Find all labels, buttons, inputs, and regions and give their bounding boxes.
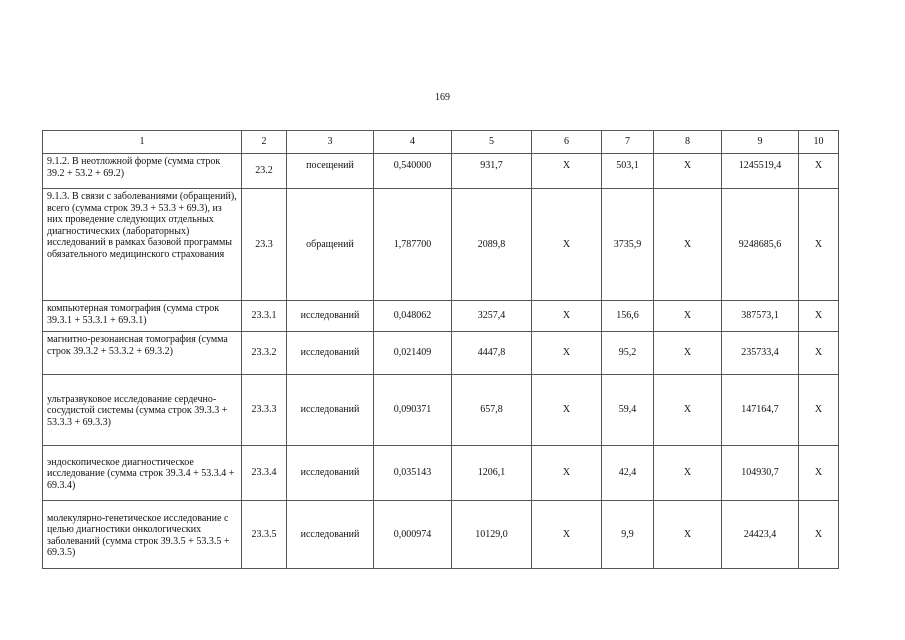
row-norm: 0,090371 <box>374 375 452 446</box>
row-norm: 0,035143 <box>374 446 452 501</box>
table-row <box>43 375 839 446</box>
row-col10: X <box>799 375 839 446</box>
table-row <box>43 501 839 569</box>
row-norm: 0,000974 <box>374 501 452 569</box>
column-header: 3 <box>287 131 374 154</box>
row-name: 9.1.3. В связи с заболеваниями (обращений), всего (сумма строк 39.3 + 53.3 + 69.3), из них проведение следующих отдельных диагностических (лабораторных) исследований в рамках базовой программы обязательного медицинского страхования <box>43 189 242 301</box>
row-col8: X <box>654 501 722 569</box>
row-code: 23.3.4 <box>242 446 287 501</box>
column-header: 2 <box>242 131 287 154</box>
column-header: 7 <box>602 131 654 154</box>
row-unit: исследований <box>287 332 374 375</box>
row-code: 23.3.3 <box>242 375 287 446</box>
column-header: 5 <box>452 131 532 154</box>
row-col10: X <box>799 154 839 189</box>
table-row <box>43 301 839 332</box>
row-col9: 9248685,6 <box>722 189 799 301</box>
row-col8: X <box>654 375 722 446</box>
row-unit: исследований <box>287 375 374 446</box>
row-name: 9.1.2. В неотложной форме (сумма строк 39.2 + 53.2 + 69.2) <box>43 154 242 189</box>
table-row <box>43 332 839 375</box>
row-col10: X <box>799 446 839 501</box>
row-col7: 3735,9 <box>602 189 654 301</box>
row-code: 23.2 <box>242 154 287 189</box>
row-norm: 1,787700 <box>374 189 452 301</box>
row-col7: 156,6 <box>602 301 654 332</box>
row-col7: 59,4 <box>602 375 654 446</box>
row-col8: X <box>654 189 722 301</box>
row-col9: 387573,1 <box>722 301 799 332</box>
row-unit: посещений <box>287 154 374 189</box>
page-number: 169 <box>435 92 450 103</box>
row-cost: 2089,8 <box>452 189 532 301</box>
row-name: молекулярно-генетическое исследование с целью диагностики онкологических заболеваний (сумма строк 39.3.5 + 53.3.5 + 69.3.5) <box>43 501 242 569</box>
row-code: 23.3.1 <box>242 301 287 332</box>
header-row <box>43 131 839 154</box>
row-col6: X <box>532 332 602 375</box>
column-header: 6 <box>532 131 602 154</box>
row-cost: 3257,4 <box>452 301 532 332</box>
row-name: компьютерная томография (сумма строк 39.3.1 + 53.3.1 + 69.3.1) <box>43 301 242 332</box>
row-col9: 104930,7 <box>722 446 799 501</box>
row-col10: X <box>799 301 839 332</box>
row-col6: X <box>532 375 602 446</box>
row-col9: 235733,4 <box>722 332 799 375</box>
row-code: 23.3 <box>242 189 287 301</box>
column-header: 1 <box>43 131 242 154</box>
row-name: ультразвуковое исследование сердечно-сосудистой системы (сумма строк 39.3.3 + 53.3.3 + 69.3.3) <box>43 375 242 446</box>
row-name: магнитно-резонансная томография (сумма строк 39.3.2 + 53.3.2 + 69.3.2) <box>43 332 242 375</box>
row-col6: X <box>532 501 602 569</box>
row-col8: X <box>654 332 722 375</box>
row-unit: исследований <box>287 446 374 501</box>
row-norm: 0,540000 <box>374 154 452 189</box>
row-col9: 147164,7 <box>722 375 799 446</box>
row-cost: 657,8 <box>452 375 532 446</box>
row-col6: X <box>532 301 602 332</box>
row-norm: 0,048062 <box>374 301 452 332</box>
column-header: 8 <box>654 131 722 154</box>
row-col10: X <box>799 189 839 301</box>
row-norm: 0,021409 <box>374 332 452 375</box>
column-header: 9 <box>722 131 799 154</box>
row-cost: 10129,0 <box>452 501 532 569</box>
row-col6: X <box>532 446 602 501</box>
row-col6: X <box>532 189 602 301</box>
row-cost: 1206,1 <box>452 446 532 501</box>
column-header: 4 <box>374 131 452 154</box>
row-col9: 1245519,4 <box>722 154 799 189</box>
row-col7: 503,1 <box>602 154 654 189</box>
row-col9: 24423,4 <box>722 501 799 569</box>
row-code: 23.3.2 <box>242 332 287 375</box>
row-col7: 9,9 <box>602 501 654 569</box>
table-row <box>43 446 839 501</box>
table-row <box>43 154 839 189</box>
column-header: 10 <box>799 131 839 154</box>
row-cost: 931,7 <box>452 154 532 189</box>
row-code: 23.3.5 <box>242 501 287 569</box>
row-col8: X <box>654 301 722 332</box>
table-row <box>43 189 839 301</box>
row-unit: исследований <box>287 301 374 332</box>
row-col10: X <box>799 501 839 569</box>
data-table <box>42 130 839 569</box>
row-unit: обращений <box>287 189 374 301</box>
row-col10: X <box>799 332 839 375</box>
row-cost: 4447,8 <box>452 332 532 375</box>
row-name: эндоскопическое диагностическое исследование (сумма строк 39.3.4 + 53.3.4 + 69.3.4) <box>43 446 242 501</box>
row-col7: 95,2 <box>602 332 654 375</box>
row-col7: 42,4 <box>602 446 654 501</box>
row-unit: исследований <box>287 501 374 569</box>
row-col8: X <box>654 446 722 501</box>
row-col6: X <box>532 154 602 189</box>
row-col8: X <box>654 154 722 189</box>
